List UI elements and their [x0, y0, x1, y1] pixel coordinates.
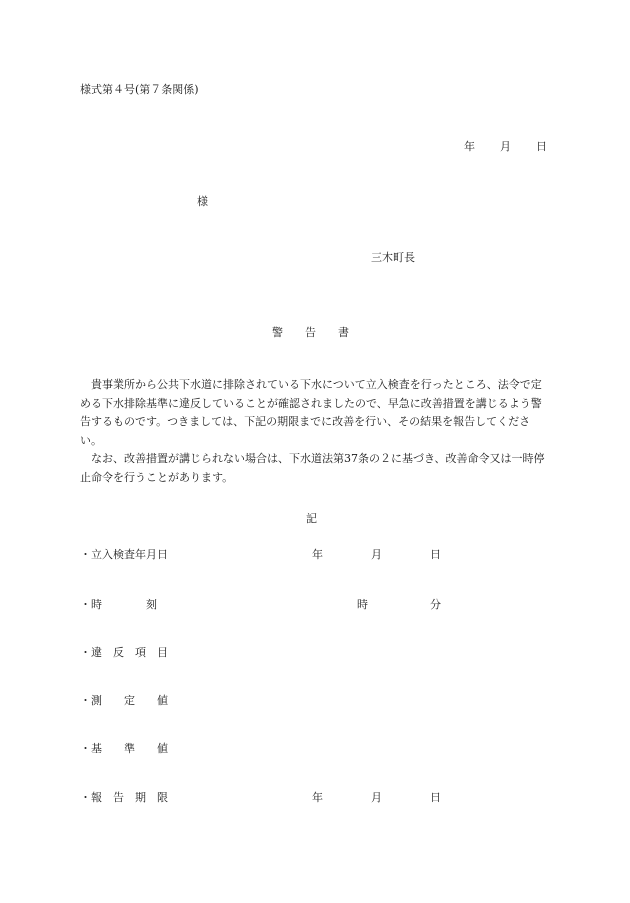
body-paragraph-2: なお、改善措置が講じられない場合は、下水道法第37条の２に基づき、改善命令又は一時停止命令を行うことがあります。	[80, 452, 545, 484]
document-title: 警 告 書	[272, 326, 349, 339]
item-time-minute: 分	[430, 598, 441, 611]
item-inspection-date-day: 日	[430, 548, 441, 561]
item-measured-label: ・測 定 値	[80, 694, 168, 707]
date-year: 年	[464, 140, 475, 153]
item-deadline-day: 日	[430, 791, 441, 804]
date-day: 日	[536, 140, 547, 153]
body-paragraph-1: 貴事業所から公共下水道に排除されている下水について立入検査を行ったところ、法令で定める下水排除基準に違反していることが確認されましたので、早急に改善措置を講じるよう警告するものです。つきましては、下記の期限までに改善を行い、その結果を報告してください。	[80, 378, 542, 447]
addressee-suffix: 様	[197, 195, 208, 208]
issuer: 三木町長	[371, 251, 415, 264]
item-deadline-label: ・報 告 期 限	[80, 791, 168, 804]
ki-heading: 記	[306, 512, 317, 525]
body-text	[80, 376, 550, 487]
item-standard-label: ・基 準 値	[80, 742, 168, 755]
form-number: 様式第４号(第７条関係)	[80, 83, 199, 96]
item-inspection-date-month: 月	[371, 548, 382, 561]
item-deadline-year: 年	[312, 791, 323, 804]
item-violation-label: ・違 反 項 目	[80, 646, 168, 659]
item-inspection-date-label: ・立入検査年月日	[80, 548, 168, 561]
item-inspection-date-year: 年	[312, 548, 323, 561]
item-time-label: ・時 刻	[80, 598, 157, 611]
item-deadline-month: 月	[371, 791, 382, 804]
item-time-hour: 時	[357, 598, 368, 611]
date-month: 月	[500, 140, 511, 153]
